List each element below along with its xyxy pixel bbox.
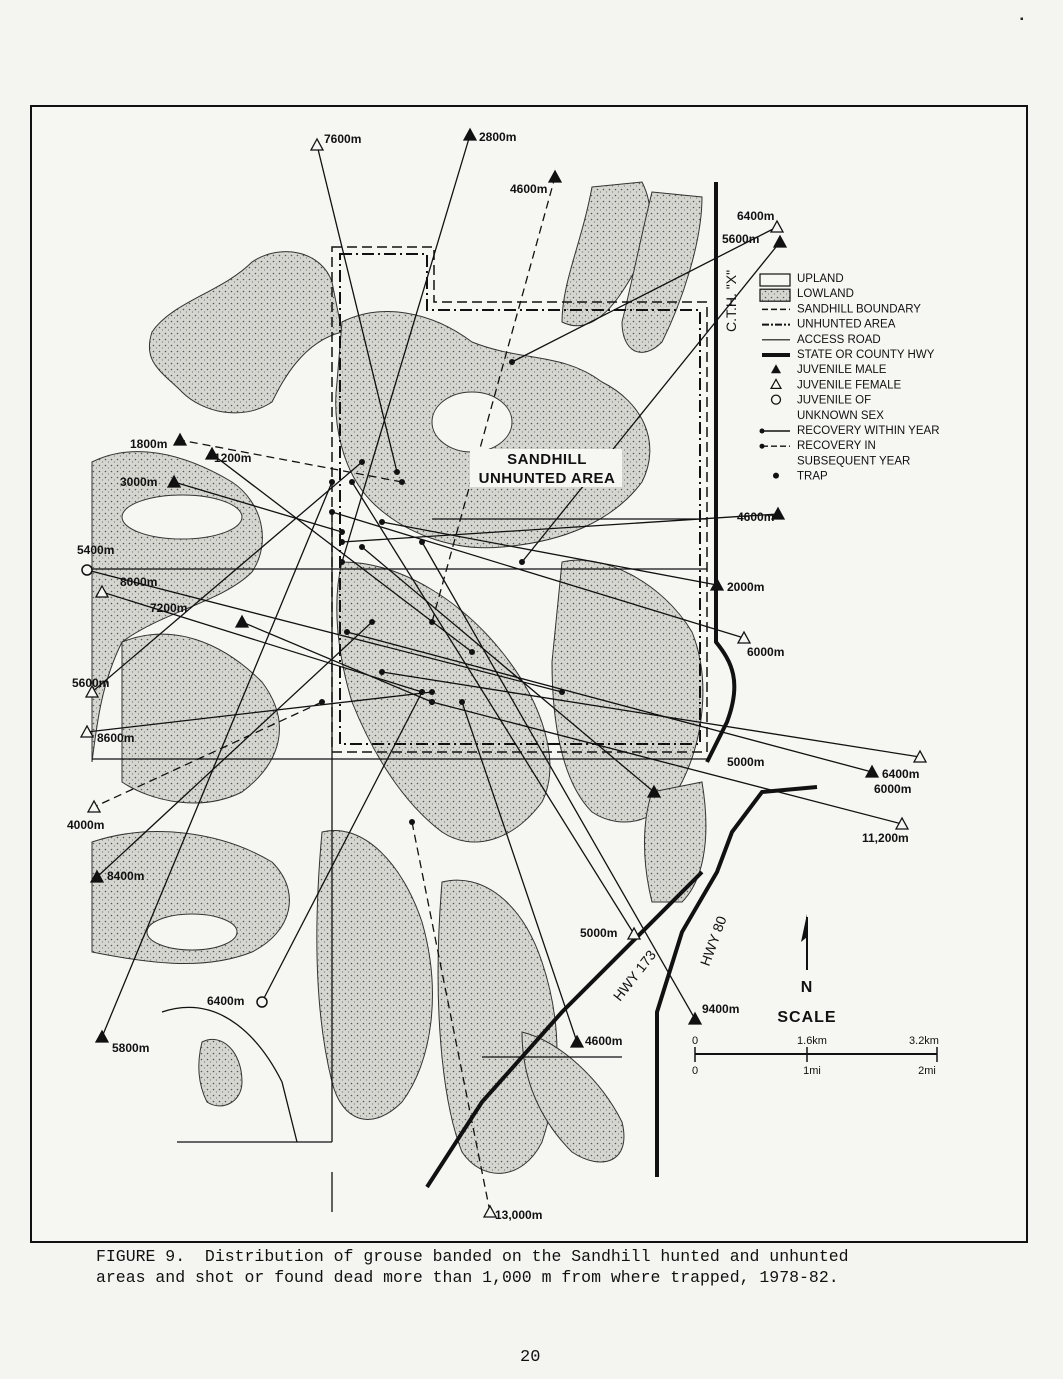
cth-x-road [707,182,734,762]
lowland-region-south [317,830,433,1119]
recovery-distance-label: 11,200m [862,831,909,845]
upland-island [122,495,242,539]
juvenile-female-marker [738,632,750,643]
legend-item-label: LOWLAND [797,288,854,301]
juvenile-female-marker [311,139,323,150]
scale-km-tick-2: 3.2km [909,1035,939,1047]
recovery-distance-label: 6000m [874,782,912,796]
trap-dot [509,359,515,365]
legend-item-label: UNKNOWN SEX [797,409,884,422]
recovery-distance-label: 8400m [107,869,145,883]
page-number: 20 [520,1348,541,1367]
trap-dot [409,819,415,825]
trap-dot [399,479,405,485]
unhunted-area-label [470,449,622,487]
upland-island [147,914,237,950]
legend-female-triangle-icon [771,379,781,388]
road-label-hwy-80: HWY 80 [696,913,730,969]
recovery-distance-label: 2800m [479,130,517,144]
recovery-distance-label: 4600m [510,182,548,196]
scale-mi-tick-2: 2mi [918,1065,936,1077]
legend-item-label: RECOVERY WITHIN YEAR [797,425,940,437]
recovery-distance-label: 5400m [77,543,115,557]
lowland-region-small-sw [199,1039,242,1106]
trap-dot [339,539,345,545]
recovery-distance-label: 8000m [120,575,158,589]
legend-item-label: RECOVERY IN [797,440,876,453]
juvenile-male-marker [464,129,476,140]
trap-dot [519,559,525,565]
scale-mi-tick-0: 0 [691,1065,699,1077]
juvenile-female-marker [88,801,100,812]
north-arrow [801,914,814,996]
recovery-distance-label: 5800m [112,1041,150,1055]
juvenile-male-marker [571,1036,583,1047]
trap-dot [469,649,475,655]
trap-dot [339,529,345,535]
trap-dot [344,629,350,635]
recovery-distance-label: 4600m [737,510,775,524]
juvenile-male-marker [96,1031,108,1042]
recovery-distance-label: 9400m [702,1002,740,1016]
recovery-distance-label: 13,000m [495,1208,543,1222]
corner-mark: ▪ [1020,14,1024,25]
road-label-cth-x: C.T.H. "X" [723,269,739,332]
trap-dot [429,699,435,705]
trap-dot [379,519,385,525]
trap-dot [419,539,425,545]
trap-dot [369,619,375,625]
trap-dot [359,544,365,550]
legend-trap-dot-icon [773,473,779,479]
upland-island [432,392,512,452]
scale-mi-tick-1: 1mi [803,1065,821,1077]
recovery-distance-label: 4000m [67,818,105,832]
juvenile-male-marker [549,171,561,182]
recovery-distance-label: 3000m [120,475,158,489]
recovery-distance-label: 5600m [72,676,110,690]
juvenile-unknown-sex-marker [82,565,92,575]
trap-dot [459,699,465,705]
legend-item-label: SUBSEQUENT YEAR [797,455,911,468]
caption-line-2: areas and shot or found dead more than 1,000 m from where trapped, 1978-82. [96,1268,839,1287]
trap-dot [329,479,335,485]
juvenile-male-marker [236,616,248,627]
map-frame [30,105,1028,1243]
legend-item-label: UNHUNTED AREA [797,318,896,331]
legend-item-label: ACCESS ROAD [797,333,881,346]
juvenile-male-marker [174,434,186,445]
juvenile-male-marker [774,236,786,247]
lowland-region-east-strip [645,782,706,902]
recovery-distance-label: 7200m [150,601,188,615]
road-label-hwy-173: HWY 173 [609,946,660,1004]
recovery-distance-label: 1200m [214,451,252,465]
lowland-regions [92,182,706,1173]
recovery-distance-label: 6400m [207,994,245,1008]
scale-title: SCALE [777,1009,837,1026]
figure-caption [96,1246,996,1288]
trap-dot [429,619,435,625]
legend-recovery-within-dot [760,429,765,434]
recovery-distance-label: 8600m [97,731,135,745]
area-label-line1: SANDHILL [507,451,587,468]
lowland-region-center-south [337,562,550,842]
trap-dot [359,459,365,465]
legend-lowland-swatch [760,289,790,301]
recovery-distance-label: 7600m [324,132,362,146]
recovery-distance-label: 6400m [882,767,920,781]
trap-dot [349,479,355,485]
sandhill-map [32,107,1026,1241]
legend-item-label: JUVENILE MALE [797,364,887,377]
legend-item-label: TRAP [797,470,828,483]
legend-item-label: UPLAND [797,273,844,285]
juvenile-unknown-sex-marker [257,997,267,1007]
legend-item-label: SANDHILL BOUNDARY [797,303,921,316]
legend-upland-swatch [760,274,790,286]
trap-dot [394,469,400,475]
trap-dot [559,689,565,695]
trap-dot [429,689,435,695]
recovery-distance-label: 4600m [585,1034,623,1048]
north-label: N [800,979,814,996]
legend-male-triangle-icon [771,364,781,373]
recovery-distance-label: 6000m [747,645,785,659]
juvenile-male-marker [689,1013,701,1024]
legend-item-label: JUVENILE OF [797,394,872,407]
trap-dot [319,699,325,705]
legend-item-label: JUVENILE FEMALE [797,379,902,392]
scale-km-tick-0: 0 [691,1035,699,1047]
recovery-distance-label: 5600m [722,232,760,246]
legend-recovery-subsequent-dot [760,444,765,449]
scale-bar [692,1009,939,1077]
area-label-line2: UNHUNTED AREA [478,470,616,487]
recovery-distance-label: 5000m [580,926,618,940]
trap-dot [329,509,335,515]
scale-km-tick-1: 1.6km [797,1035,827,1047]
trap-dot [379,669,385,675]
trap-dot [339,559,345,565]
lowland-region-northwest [149,252,342,413]
recovery-distance-label: 5000m [727,755,765,769]
legend-unknown-circle-icon [772,395,781,404]
recovery-distance-label: 6400m [737,209,775,223]
lowland-region-south-2 [438,880,557,1173]
recovery-distance-label: 2000m [727,580,765,594]
caption-line-1: FIGURE 9. Distribution of grouse banded on the Sandhill hunted and unhunted [96,1247,849,1266]
lowland-region-east-south [552,560,703,822]
trap-dot [419,689,425,695]
recovery-distance-label: 1800m [130,437,168,451]
legend-item-label: STATE OR COUNTY HWY [797,349,935,361]
legend [760,273,940,483]
